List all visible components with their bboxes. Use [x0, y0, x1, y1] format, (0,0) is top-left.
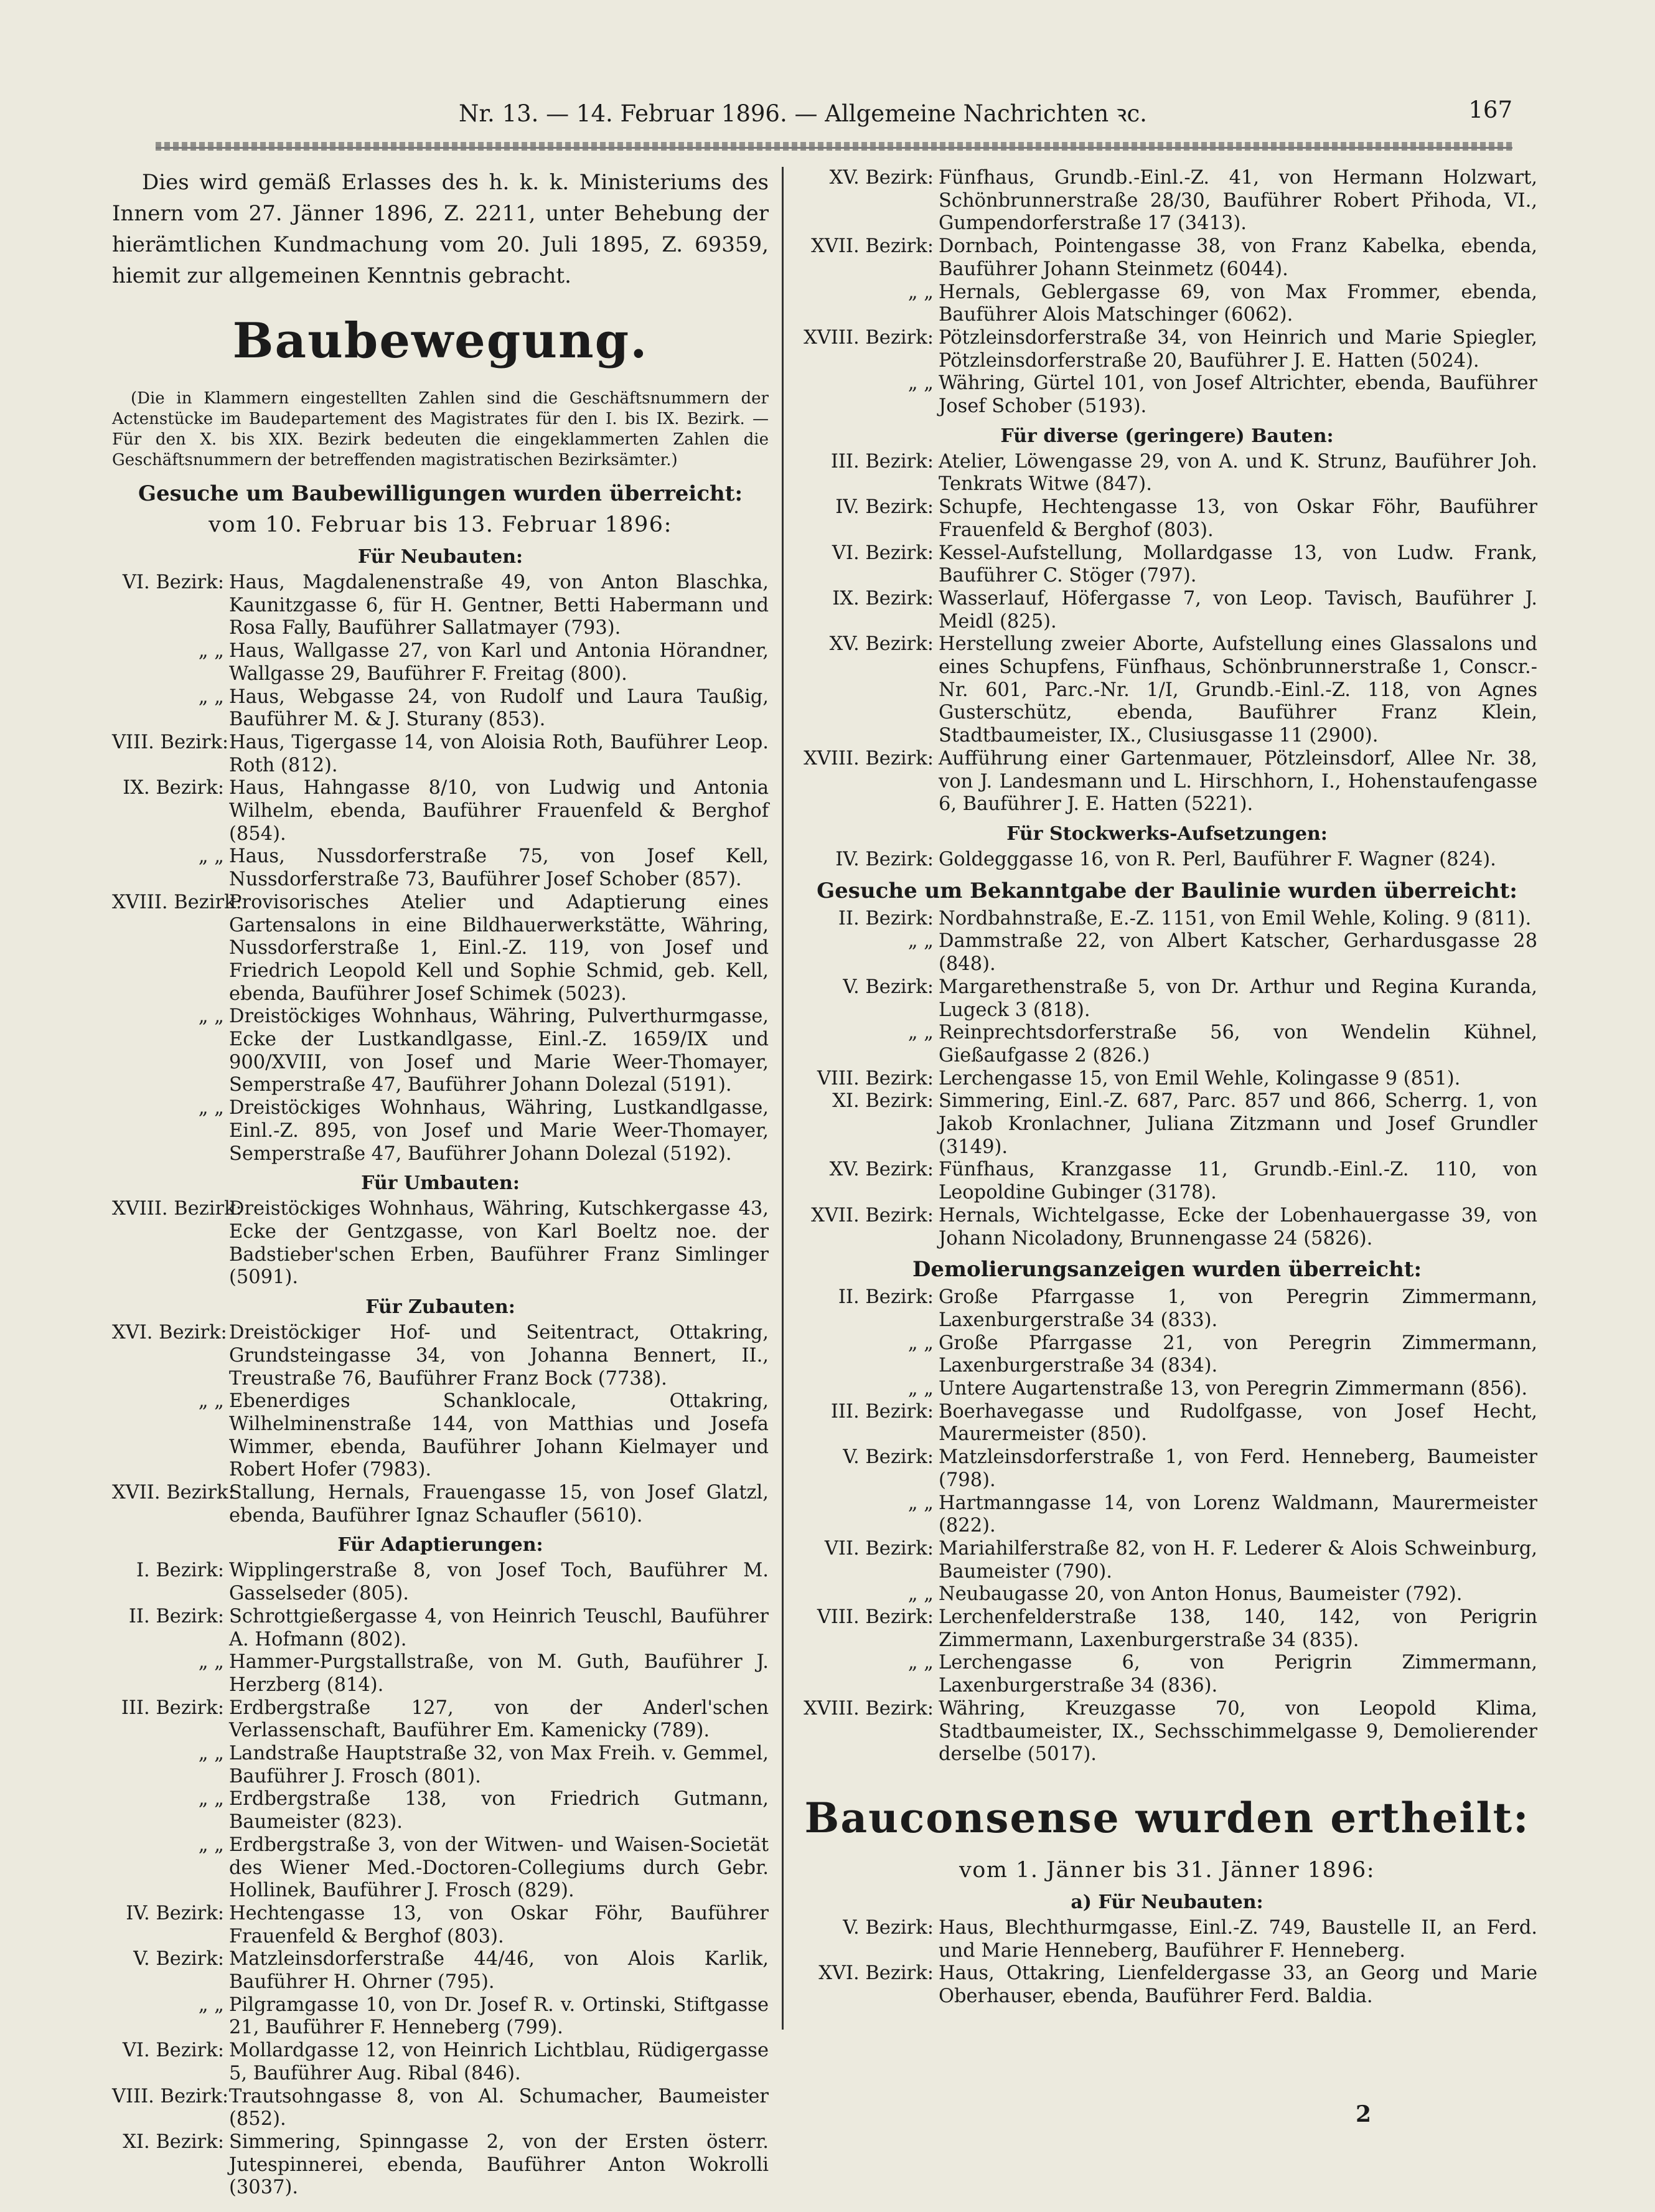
section-title-baubewilligungen: Gesuche um Baubewilligungen wurden überreicht: [138, 481, 743, 506]
district-label: V. Bezirk: [843, 976, 934, 998]
list-entry [112, 777, 769, 845]
list-entry [797, 1205, 1537, 1250]
district-label: „ „ [198, 1743, 224, 1765]
entry-text: Haus, Ottakring, Lienfeldergasse 33, an Georg und Marie Oberhauser, ebenda, Bauführer Ferd. Baldia. [939, 1962, 1537, 2008]
list-entry [797, 235, 1537, 281]
list-entry [797, 1606, 1537, 1652]
district-label: „ „ [198, 1005, 224, 1028]
entry-text: Nordbahnstraße, E.-Z. 1151, von Emil Wehle, Koling. 9 (811). [939, 907, 1532, 930]
list-entry [797, 327, 1537, 372]
entry-text: Währing, Gürtel 101, von Josef Altrichter, ebenda, Bauführer Josef Schober (5193). [939, 372, 1537, 418]
entry-text: Hernals, Wichtelgasse, Ecke der Lobenhauergasse 39, von Johann Nicoladony, Brunnengasse 24 (5826). [939, 1204, 1537, 1250]
entry-text: Dreistöckiges Wohnhaus, Währing, Lustkandlgasse, Einl.-Z. 895, von Josef und Marie Weer-Thomayer, Semperstraße 47, Bauführer Johann Dolezal (5192). [229, 1097, 769, 1165]
entry-text: Erdbergstraße 138, von Friedrich Gutmann, Baumeister (823). [229, 1788, 769, 1833]
consense-heading: a) Für Neubauten: [1071, 1891, 1264, 1913]
list-entry [797, 1446, 1537, 1492]
list-entry [797, 1917, 1537, 1962]
district-label: V. Bezirk: [843, 1446, 934, 1469]
district-label: XVI. Bezirk: [818, 1962, 934, 1985]
district-label: I. Bezirk: [136, 1560, 224, 1582]
entry-text: Lerchenfelderstraße 138, 140, 142, von Perigrin Zimmermann, Laxenburgerstraße 34 (835). [939, 1606, 1537, 1651]
district-label: IX. Bezirk: [123, 777, 224, 799]
district-label: XVII. Bezirk: [811, 1204, 934, 1226]
demolierung-entries [797, 1286, 1537, 1766]
district-label: III. Bezirk: [830, 1400, 934, 1423]
entry-text: Erdbergstraße 3, von der Witwen- und Waisen-Societät des Wiener Med.-Doctoren-Collegiums durch Gebr. Hollinek, Bauführer J. Frosch (829). [229, 1833, 769, 1902]
district-label: „ „ [198, 685, 224, 708]
entry-text: Stallung, Hernals, Frauengasse 15, von Josef Glatzl, ebenda, Bauführer Ignaz Schaufler (5610). [229, 1482, 769, 1527]
list-entry [112, 732, 769, 777]
entry-text: Haus, Magdalenenstraße 49, von Anton Blaschka, Kaunitzgasse 6, für H. Gentner, Betti Habermann und Rosa Fally, Bauführer Sallatmayer (793). [229, 572, 769, 639]
district-label: XVI. Bezirk: [112, 1322, 227, 1344]
district-label: „ „ [198, 1097, 224, 1119]
column-divider [782, 167, 784, 2030]
district-label: IV. Bezirk: [835, 496, 934, 519]
header-title: Nr. 13. — 14. Februar 1896. — Allgemeine Nachrichten ꝛc. [459, 100, 1147, 127]
left-groups [112, 544, 769, 2200]
entry-text: Simmering, Einl.-Z. 687, Parc. 857 und 866, Scherrg. 1, von Jakob Kronlachner, Juliana Zitzmann und Josef Grundler (3149). [939, 1090, 1537, 1158]
list-entry [112, 1697, 769, 1743]
entry-text: Schupfe, Hechtengasse 13, von Oskar Föhr, Bauführer Frauenfeld & Berghof (803). [939, 496, 1537, 541]
entry-text: Haus, Hahngasse 8/10, von Ludwig und Antonia Wilhelm, ebenda, Bauführer Frauenfeld & Berghof (854). [229, 777, 769, 845]
list-entry [797, 930, 1537, 976]
entry-text: Wasserlauf, Höfergasse 7, von Leop. Tavisch, Bauführer J. Meidl (825). [939, 587, 1537, 633]
entry-text: Dreistöckiger Hof- und Seitentract, Ottakring, Grundsteingasse 34, von Johanna Bennert, II., Treustraße 76, Bauführer Franz Bock (7738). [229, 1322, 769, 1390]
list-entry [112, 1651, 769, 1697]
entry-text: Provisorisches Atelier und Adaptierung eines Gartensalons in eine Bildhauerwerkstätte, Währing, Nussdorferstraße 1, Einl.-Z. 119, von Josef und Friedrich Leopold Kell und Sophie Schmid, geb. Kell, ebenda, Bauführer Josef Schimek (5023). [229, 891, 769, 1005]
section-date: vom 10. Februar bis 13. Februar 1896: [209, 512, 672, 537]
entry-text: Haus, Blechthurmgasse, Einl.-Z. 749, Baustelle II, an Ferd. und Marie Henneberg, Bauführer F. Henneberg. [939, 1917, 1537, 1962]
district-label: „ „ [198, 1390, 224, 1413]
list-entry [797, 451, 1537, 496]
entry-text: Pilgramgasse 10, von Dr. Josef R. v. Ortinski, Stiftgasse 21, Bauführer F. Henneberg (799). [229, 1993, 769, 2039]
district-label: VIII. Bezirk: [112, 731, 229, 753]
list-entry [112, 1834, 769, 1903]
list-entry [112, 1903, 769, 1948]
entry-text: Landstraße Hauptstraße 32, von Max Freih. v. Gemmel, Bauführer J. Frosch (801). [229, 1743, 769, 1787]
entry-text: Dornbach, Pointengasse 38, von Franz Kabelka, ebenda, Bauführer Johann Steinmetz (6044). [939, 235, 1537, 280]
list-entry [797, 1538, 1537, 1583]
entry-text: Große Pfarrgasse 21, von Peregrin Zimmermann, Laxenburgerstraße 34 (834). [939, 1332, 1537, 1377]
entry-text: Mariahilferstraße 82, von H. F. Lederer & Alois Schweinburg, Baumeister (790). [939, 1537, 1537, 1583]
group-heading: Für Neubauten: [357, 546, 523, 568]
district-label: XV. Bezirk: [829, 167, 934, 189]
stockwerk-entries [797, 849, 1537, 872]
list-entry [797, 1090, 1537, 1159]
list-entry [112, 640, 769, 685]
district-label: XVIII. Bezirk: [112, 1198, 242, 1220]
list-entry [797, 1698, 1537, 1766]
footer-mark: 2 [1356, 2101, 1372, 2127]
district-label: „ „ [907, 1583, 934, 1606]
entry-text: Schrottgießergasse 4, von Heinrich Teuschl, Bauführer A. Hofmann (802). [229, 1605, 769, 1650]
list-entry [112, 1560, 769, 1605]
district-label: VI. Bezirk: [122, 2040, 224, 2062]
list-entry [797, 1286, 1537, 1332]
list-entry [797, 1492, 1537, 1538]
district-label: XV. Bezirk: [829, 1159, 934, 1181]
entry-text: Simmering, Spinngasse 2, von der Ersten österr. Jutespinnerei, ebenda, Bauführer Anton Wokrolli (3037). [229, 2131, 769, 2199]
list-entry [112, 1606, 769, 1651]
editorial-note: (Die in Klammern eingestellten Zahlen sind die Geschäftsnummern der Actenstücke im Baudepartement des Magistrates für den I. bis IX. Bezirk. — Für den X. bis XIX. Bezirk bedeuten die eingeklammerten Zahlen die Geschäftsnummern der betreffenden magistratischen Bezirksämter.) [112, 389, 769, 469]
consense-entries [797, 1917, 1537, 2008]
heading-stockwerk: Für Stockwerks-Aufsetzungen: [1006, 822, 1328, 845]
header-rule-line [156, 147, 1512, 149]
district-label: „ „ [198, 640, 224, 662]
entry-text: Wipplingerstraße 8, von Josef Toch, Bauführer M. Gasselseder (805). [229, 1560, 769, 1605]
district-label: XV. Bezirk: [829, 633, 934, 656]
district-label: II. Bezirk: [128, 1605, 224, 1627]
entry-text: Haus, Tigergasse 14, von Aloisia Roth, Bauführer Leop. Roth (812). [229, 731, 769, 776]
district-label: XVIII. Bezirk: [804, 747, 934, 769]
district-label: II. Bezirk: [838, 907, 934, 930]
group-heading: Für Adaptierungen: [337, 1534, 543, 1556]
list-entry [797, 1378, 1537, 1401]
consense-title: Bauconsense wurden ertheilt: [804, 1794, 1530, 1842]
list-entry [112, 1390, 769, 1482]
entry-text: Hechtengasse 13, von Oskar Föhr, Bauführer Frauenfeld & Berghof (803). [229, 1902, 769, 1947]
district-label: VI. Bezirk: [122, 572, 224, 593]
list-entry [112, 1948, 769, 1993]
district-label: „ „ [198, 1993, 224, 2016]
list-entry [112, 845, 769, 891]
list-entry [797, 908, 1537, 931]
district-label: XI. Bezirk: [832, 1090, 934, 1113]
list-entry [112, 2086, 769, 2131]
list-entry [112, 2131, 769, 2200]
district-label: VI. Bezirk: [832, 542, 934, 564]
list-entry [797, 849, 1537, 872]
group-heading: Für Zubauten: [365, 1296, 515, 1319]
entry-text: Matzleinsdorferstraße 1, von Ferd. Henneberg, Baumeister (798). [939, 1446, 1537, 1491]
list-entry [797, 1159, 1537, 1204]
district-label: „ „ [907, 930, 934, 953]
entry-text: Haus, Wallgasse 27, von Karl und Antonia Hörandner, Wallgasse 29, Bauführer F. Freitag (800). [229, 640, 769, 685]
intro-paragraph: Dies wird gemäß Erlasses des h. k. k. Ministeriums des Innern vom 27. Jänner 1896, Z. 2211, unter Behebung der hierämtlichen Kundmachung vom 20. Juli 1895, Z. 69359, hiemit zur allgemeinen Kenntnis gebracht. [112, 170, 769, 288]
list-entry [112, 572, 769, 640]
list-entry [797, 1022, 1537, 1067]
entry-text: Kessel-Aufstellung, Mollardgasse 13, von Ludw. Frank, Bauführer C. Stöger (797). [939, 542, 1537, 587]
entry-text: Pötzleinsdorferstraße 34, von Heinrich und Marie Spiegler, Pötzleinsdorferstraße 20, Bauführer J. E. Hatten (5024). [939, 326, 1537, 372]
district-label: VIII. Bezirk: [817, 1067, 934, 1090]
entry-text: Matzleinsdorferstraße 44/46, von Alois Karlik, Bauführer H. Ohrner (795). [229, 1948, 769, 1993]
district-label: V. Bezirk: [843, 1917, 934, 1939]
list-entry [112, 2040, 769, 2085]
page-number: 167 [1468, 96, 1512, 123]
section-title-baulinie: Gesuche um Bekanntgabe der Baulinie wurden überreicht: [817, 878, 1517, 903]
district-label: XVII. Bezirk: [811, 235, 934, 258]
list-entry [797, 1583, 1537, 1606]
list-entry [112, 1322, 769, 1390]
list-entry [797, 748, 1537, 816]
list-entry [797, 167, 1537, 235]
consense-date: vom 1. Jänner bis 31. Jänner 1896: [959, 1858, 1376, 1883]
entry-text: Atelier, Löwengasse 29, von A. und K. Strunz, Bauführer Joh. Tenkrats Witwe (847). [939, 450, 1537, 496]
district-label: IX. Bezirk: [832, 587, 934, 609]
list-entry [112, 892, 769, 1006]
entry-text: Währing, Kreuzgasse 70, von Leopold Klima, Stadtbaumeister, IX., Sechsschimmelgasse 9, Demolierender derselbe (5017). [939, 1697, 1537, 1766]
list-entry [112, 1097, 769, 1165]
district-label: „ „ [198, 845, 224, 868]
list-entry [797, 1401, 1537, 1446]
diverse-entries [797, 451, 1537, 816]
list-entry [797, 1962, 1537, 2008]
district-label: III. Bezirk: [830, 450, 934, 473]
list-entry [112, 1994, 769, 2040]
district-label: „ „ [907, 1378, 934, 1400]
district-label: „ „ [907, 1332, 934, 1354]
list-entry [797, 281, 1537, 327]
list-entry [797, 976, 1537, 1022]
district-label: IV. Bezirk: [835, 848, 934, 870]
entry-text: Erdbergstraße 127, von der Anderl'schen Verlassenschaft, Bauführer Em. Kamenicky (789). [229, 1697, 769, 1742]
group-heading: Für Umbauten: [361, 1172, 520, 1195]
district-label: „ „ [907, 1652, 934, 1674]
entry-text: Untere Augartenstraße 13, von Peregrin Zimmermann (856). [939, 1378, 1528, 1400]
district-label: II. Bezirk: [838, 1286, 934, 1309]
list-entry [797, 496, 1537, 542]
district-label: VII. Bezirk: [824, 1537, 934, 1560]
entry-text: Neubaugasse 20, von Anton Honus, Baumeister (792). [939, 1583, 1463, 1606]
district-label: IV. Bezirk: [126, 1902, 224, 1924]
section-title-demolierung: Demolierungsanzeigen wurden überreicht: [912, 1257, 1422, 1282]
entry-text: Ebenerdiges Schanklocale, Ottakring, Wilhelminenstraße 144, von Matthias und Josefa Wimmer, ebenda, Bauführer Johann Kielmayer und Robert Hofer (7983). [229, 1390, 769, 1481]
entry-text: Margarethenstraße 5, von Dr. Arthur und Regina Kuranda, Lugeck 3 (818). [939, 976, 1537, 1021]
entry-text: Reinprechtsdorferstraße 56, von Wendelin Kühnel, Gießaufgasse 2 (826.) [939, 1022, 1537, 1066]
entry-text: Fünfhaus, Kranzgasse 11, Grundb.-Einl.-Z. 110, von Leopoldine Gubinger (3178). [939, 1159, 1537, 1204]
entry-text: Trautsohngasse 8, von Al. Schumacher, Baumeister (852). [229, 2085, 769, 2130]
list-entry [797, 1652, 1537, 1697]
list-entry [797, 1332, 1537, 1378]
page-header [156, 96, 1512, 134]
left-column [112, 167, 769, 2200]
district-label: XVIII. Bezirk: [112, 891, 242, 913]
entry-text: Dammstraße 22, von Albert Katscher, Gerhardusgasse 28 (848). [939, 930, 1537, 976]
list-entry [797, 1068, 1537, 1091]
list-entry [112, 1788, 769, 1833]
district-label: „ „ [907, 1022, 934, 1044]
heading-diverse: Für diverse (geringere) Bauten: [1000, 425, 1334, 447]
district-label: „ „ [198, 1833, 224, 1856]
header-rule [156, 142, 1512, 151]
district-label: XI. Bezirk: [123, 2131, 224, 2153]
district-label: „ „ [907, 372, 934, 395]
entry-text: Dreistöckiges Wohnhaus, Währing, Pulverthurmgasse, Ecke der Lustkandlgasse, Einl.-Z. 1659/IX und 900/XVIII, von Josef und Marie Weer-Thomayer, Semperstraße 47, Bauführer Johann Dolezal (5191). [229, 1005, 769, 1096]
district-label: VIII. Bezirk: [112, 2085, 229, 2107]
list-entry [797, 588, 1537, 633]
list-entry [797, 633, 1537, 748]
right-column [797, 167, 1537, 2008]
entry-text: Lerchengasse 6, von Perigrin Zimmermann, Laxenburgerstraße 34 (836). [939, 1652, 1537, 1697]
list-entry [112, 1005, 769, 1097]
list-entry [797, 372, 1537, 418]
list-entry [112, 1743, 769, 1788]
entry-text: Herstellung zweier Aborte, Aufstellung eines Glassalons und eines Schupfens, Fünfhaus, Schönbrunnerstraße 1, Conscr.-Nr. 601, Parc.-Nr. 1/I, Grundb.-Einl.-Z. 118, von Agnes Gusterschütz, ebenda, Bauführer Franz Klein, Stadtbaumeister, IX., Clusiusgasse 11 (2900). [939, 633, 1537, 747]
baulinie-entries [797, 908, 1537, 1251]
district-label: XVIII. Bezirk: [804, 1697, 934, 1720]
district-label: III. Bezirk: [121, 1697, 224, 1719]
district-label: XVII. Bezirk: [112, 1482, 235, 1504]
entry-text: Mollardgasse 12, von Heinrich Lichtblau, Rüdigergasse 5, Bauführer Aug. Ribal (846). [229, 2040, 769, 2084]
entry-text: Dreistöckiges Wohnhaus, Währing, Kutschkergasse 43, Ecke der Gentzgasse, von Karl Boeltz noe. der Badstieber'schen Erben, Bauführer Franz Simlinger (5091). [229, 1198, 769, 1289]
district-label: „ „ [198, 1651, 224, 1673]
entry-text: Aufführung einer Gartenmauer, Pötzleinsdorf, Allee Nr. 38, von J. Landesmann und L. Hirschhorn, I., Hohenstaufengasse 6, Bauführer J. E. Hatten (5221). [939, 747, 1537, 816]
entry-text: Hartmanngasse 14, von Lorenz Waldmann, Maurermeister (822). [939, 1492, 1537, 1537]
list-entry [112, 1482, 769, 1527]
entry-text: Fünfhaus, Grundb.-Einl.-Z. 41, von Hermann Holzwart, Schönbrunnerstraße 28/30, Bauführer Robert Přihoda, VI., Gumpendorferstraße 17 (3413). [939, 167, 1537, 235]
right-top-entries [797, 167, 1537, 418]
entry-text: Goldegggasse 16, von R. Perl, Bauführer F. Wagner (824). [939, 848, 1496, 870]
entry-text: Hammer-Purgstallstraße, von M. Guth, Bauführer J. Herzberg (814). [229, 1651, 769, 1696]
entry-text: Haus, Webgasse 24, von Rudolf und Laura Taußig, Bauführer M. & J. Sturany (853). [229, 685, 769, 731]
district-label: „ „ [907, 1492, 934, 1514]
list-entry [112, 1198, 769, 1289]
entry-text: Lerchengasse 15, von Emil Wehle, Kolingasse 9 (851). [939, 1067, 1461, 1090]
list-entry [112, 686, 769, 732]
entry-text: Haus, Nussdorferstraße 75, von Josef Kell, Nussdorferstraße 73, Bauführer Josef Schober (857). [229, 845, 769, 891]
entry-text: Hernals, Geblergasse 69, von Max Frommer, ebenda, Bauführer Alois Matschinger (6062). [939, 281, 1537, 326]
main-title: Baubewegung. [232, 313, 649, 369]
entry-text: Boerhavegasse und Rudolfgasse, von Josef Hecht, Maurermeister (850). [939, 1400, 1537, 1446]
district-label: „ „ [907, 281, 934, 303]
list-entry [797, 542, 1537, 588]
district-label: „ „ [198, 1788, 224, 1810]
district-label: V. Bezirk: [133, 1948, 224, 1970]
district-label: XVIII. Bezirk: [804, 326, 934, 349]
district-label: VIII. Bezirk: [817, 1606, 934, 1629]
entry-text: Große Pfarrgasse 1, von Peregrin Zimmermann, Laxenburgerstraße 34 (833). [939, 1286, 1537, 1331]
